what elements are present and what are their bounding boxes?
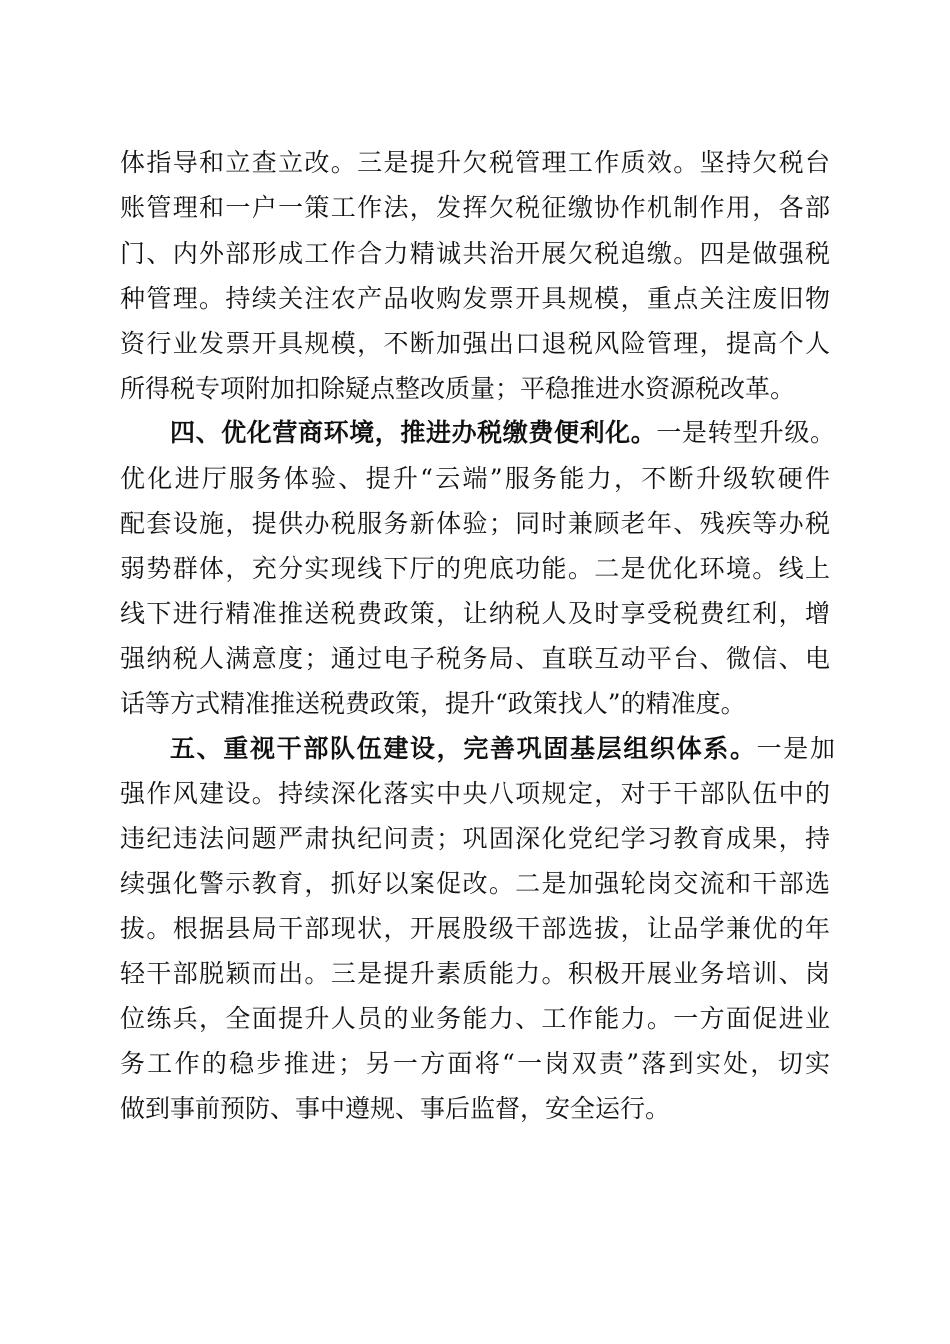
body-line: 违纪违法问题严肃执纪问责；巩固深化党纪学习教育成果，持 [120, 824, 830, 853]
section-heading-line [170, 731, 835, 767]
body-text: 一是加 [756, 734, 835, 763]
body-line: 账管理和一户一策工作法，发挥欠税征缴协作机制作用，各部 [120, 193, 830, 222]
section-heading-line [170, 415, 835, 451]
body-line: 配套设施，提供办税服务新体验；同时兼顾老年、残疾等办税 [120, 509, 830, 538]
body-line: 线下进行精准推送税费政策，让纳税人及时享受税费红利，增 [120, 599, 830, 628]
body-line: 拔。根据县局干部现状，开展股级干部选拔，让品学兼优的年 [120, 914, 830, 943]
body-line: 强纳税人满意度；通过电子税务局、直联互动平台、微信、电 [120, 644, 830, 673]
body-line: 话等方式精准推送税费政策，提升“政策找人”的精准度。 [120, 689, 746, 718]
body-line: 务工作的稳步推进；另一方面将“一岗双责”落到实处，切实 [120, 1049, 830, 1078]
body-line: 做到事前预防、事中遵规、事后监督，安全运行。 [120, 1094, 671, 1123]
body-line: 轻干部脱颖而出。三是提升素质能力。积极开展业务培训、岗 [120, 959, 830, 988]
body-line: 位练兵，全面提升人员的业务能力、工作能力。一方面促进业 [120, 1004, 830, 1033]
body-line: 门、内外部形成工作合力精诚共治开展欠税追缴。四是做强税 [120, 239, 830, 268]
section-heading: 四、优化营商环境，推进办税缴费便利化。 [170, 418, 657, 447]
body-line: 优化进厅服务体验、提升“云端”服务能力，不断升级软硬件 [120, 464, 830, 493]
body-line: 种管理。持续关注农产品收购发票开具规模，重点关注废旧物 [120, 284, 830, 313]
body-line: 强作风建设。持续深化落实中央八项规定，对于干部队伍中的 [120, 779, 830, 808]
body-line: 体指导和立查立改。三是提升欠税管理工作质效。坚持欠税台 [120, 148, 830, 177]
section-heading: 五、重视干部队伍建设，完善巩固基层组织体系。 [170, 734, 757, 763]
body-line: 续强化警示教育，抓好以案促改。二是加强轮岗交流和干部选 [120, 869, 830, 898]
body-line: 弱势群体，充分实现线下厅的兜底功能。二是优化环境。线上 [120, 554, 830, 583]
body-line: 资行业发票开具规模，不断加强出口退税风险管理，提高个人 [120, 329, 830, 358]
body-text: 一是转型升级。 [656, 418, 835, 447]
body-line: 所得税专项附加扣除疑点整改质量；平稳推进水资源税改革。 [120, 374, 796, 403]
